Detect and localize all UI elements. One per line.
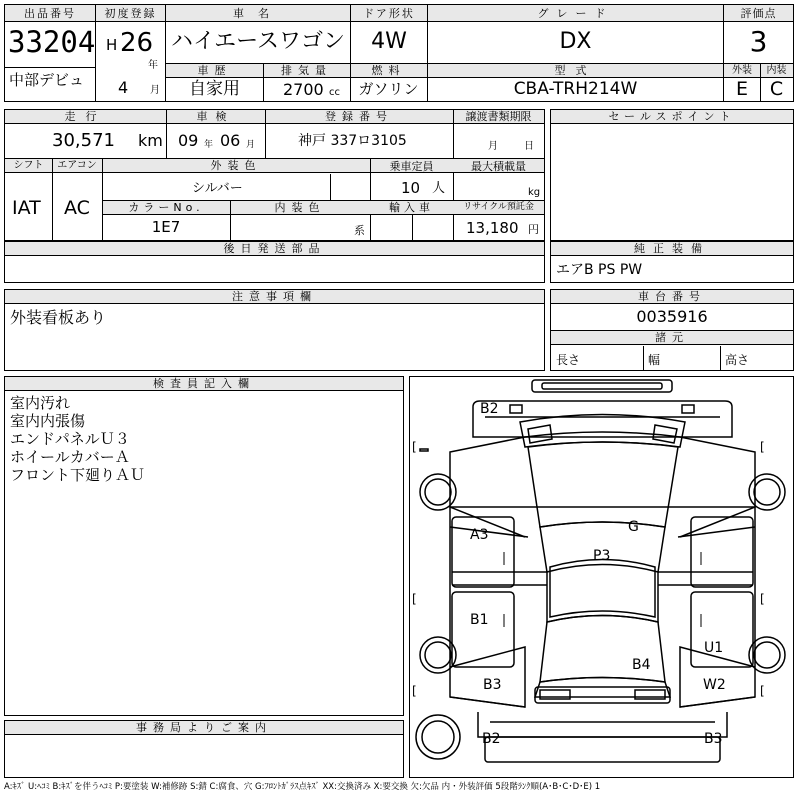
first-reg-label: 初度登録: [104, 7, 157, 20]
load-label: 最大積載量: [471, 160, 526, 173]
damage-mark: A3: [470, 527, 489, 543]
displacement: 2700: [283, 80, 324, 99]
inspection-year-unit: 年: [204, 140, 214, 150]
displacement-label: 排気量: [281, 64, 332, 77]
office-label: 事務局よりご案内: [136, 721, 272, 734]
history: 自家用: [189, 79, 240, 99]
color-no-label: カラーNo.: [128, 201, 204, 214]
legend: A:ｷｽﾞ U:ﾍｺﾐ B:ｷｽﾞを伴うﾍｺﾐ P:要塗装 W:補修跡 S:錆 C:腐食、穴 G:ﾌﾛﾝﾄｶﾞﾗｽ点ｷｽﾞ XX:交換済み X:要交換 欠:欠品 内・外装評価 5段階ﾗﾝｸ順(A･B･C･D･E) 1: [4, 782, 601, 792]
reg-month: 4: [118, 78, 129, 97]
height-label: 高さ: [725, 353, 750, 367]
year-unit: 年: [148, 60, 158, 71]
color-label: 外装色: [210, 159, 262, 172]
width-label: 幅: [648, 353, 661, 367]
mileage-label: 走行: [64, 110, 107, 123]
mileage-unit: km: [138, 131, 163, 150]
model-label: 型式: [554, 64, 597, 77]
reg-year: 26: [120, 28, 154, 58]
sales-point-box: [550, 109, 794, 241]
damage-mark: B3: [483, 677, 502, 693]
inspector-note: 室内汚れ: [10, 394, 71, 412]
capacity-unit: 人: [432, 181, 446, 196]
equipment-label: 純正装備: [634, 242, 710, 255]
grade: DX: [559, 29, 592, 54]
capacity-label: 乗車定員: [389, 160, 434, 173]
sales-point-label: セールスポイント: [608, 110, 736, 123]
door-label: ドア形状: [363, 7, 415, 20]
car-name: ハイエースワゴン: [170, 29, 346, 54]
score-label: 評価点: [740, 7, 777, 20]
equipment: エアB PS PW: [556, 262, 643, 278]
shift: IAT: [12, 197, 41, 219]
lot-label: 出品番号: [24, 7, 76, 20]
later-parts-label: 後日発送部品: [223, 242, 326, 255]
damage-mark: B4: [632, 657, 651, 673]
inspection-year: 09: [178, 131, 199, 150]
damage-mark: W2: [703, 677, 726, 693]
reg-number: 神戸 337ロ3105: [298, 133, 407, 149]
transfer-day-unit: 日: [524, 141, 534, 152]
model: CBA-TRH214W: [513, 79, 638, 99]
svg-text:[: [: [412, 592, 417, 606]
exterior-score: E: [735, 78, 748, 100]
lot-number: 33204: [8, 25, 96, 59]
grade-label: グレード: [537, 7, 614, 20]
inspector-label: 検査員記入欄: [153, 377, 255, 390]
color: シルバー: [192, 181, 243, 196]
svg-text:[: [: [760, 440, 765, 454]
dims-label: 諸元: [655, 331, 689, 344]
chassis-label: 車台番号: [638, 290, 706, 303]
car-name-label: 車名: [233, 7, 283, 20]
damage-mark: B2: [480, 401, 499, 417]
inspection-month: 06: [220, 131, 241, 150]
inspector-note: フロント下廻りＡＵ: [10, 466, 146, 484]
caution-label: 注意事項欄: [232, 290, 317, 303]
interior-score: C: [769, 78, 784, 100]
exterior-label: 外装: [732, 65, 752, 76]
svg-text:[: [: [412, 440, 417, 454]
debut-label: 中部デビュ: [9, 71, 85, 89]
svg-text:[: [: [412, 684, 417, 698]
damage-mark: B1: [470, 612, 489, 628]
mileage: 30,571: [52, 130, 115, 151]
fuel: ガソリン: [358, 80, 419, 98]
history-label: 車歴: [197, 64, 232, 77]
ac-label: エアコン: [57, 160, 97, 171]
damage-mark: P3: [593, 548, 611, 564]
era: H: [106, 36, 118, 54]
inspector-note: エンドパネルＵ３: [10, 430, 130, 448]
inspector-note: 室内内張傷: [10, 412, 86, 430]
damage-mark: B3: [704, 731, 723, 747]
transfer-month-unit: 月: [488, 141, 498, 152]
interior-label: 内装: [766, 65, 787, 76]
int-color-unit: 系: [354, 224, 365, 237]
load-unit: kg: [528, 187, 541, 198]
fuel-label: 燃料: [371, 64, 406, 77]
damage-mark: B2: [482, 731, 501, 747]
damage-mark: U1: [704, 640, 724, 656]
inspection-month-unit: 月: [246, 140, 256, 150]
capacity: 10: [401, 179, 421, 197]
inspector-note: ホイールカバーＡ: [10, 448, 130, 466]
recycle-unit: 円: [528, 223, 539, 236]
ac: AC: [64, 197, 90, 219]
damage-mark: G: [628, 519, 639, 535]
recycle-label: リサイクル預託金: [463, 202, 534, 212]
reg-number-label: 登録番号: [325, 110, 393, 123]
score: 3: [749, 25, 768, 58]
caution-text: 外装看板あり: [10, 308, 107, 327]
recycle: 13,180: [466, 219, 519, 237]
color-no: 1E7: [151, 218, 181, 236]
svg-text:[: [: [760, 592, 765, 606]
inspection-label: 車検: [196, 110, 235, 123]
import-label: 輸入車: [389, 201, 434, 214]
month-unit: 月: [150, 85, 160, 96]
int-color-label: 内装色: [274, 201, 326, 214]
svg-text:[: [: [760, 684, 765, 698]
displacement-unit: cc: [329, 87, 340, 98]
chassis-number: 0035916: [636, 307, 708, 326]
shift-label: シフト: [13, 160, 44, 171]
door-type: 4W: [371, 29, 407, 54]
transfer-label: 譲渡書類期限: [465, 110, 532, 123]
info-table: [4, 109, 545, 241]
length-label: 長さ: [556, 353, 581, 367]
car-diagram: [409, 376, 794, 778]
